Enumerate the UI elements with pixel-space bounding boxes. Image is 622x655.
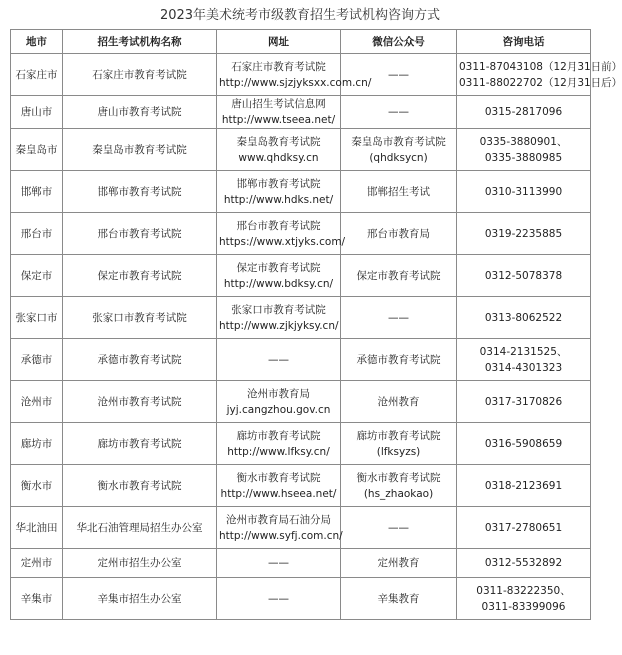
wechat-cell — [341, 54, 457, 96]
phone-cell — [457, 255, 591, 297]
phone-cell-line: 0317-3170826 — [484, 395, 563, 408]
website-cell-line: http://www.bdksy.cn/ — [223, 277, 334, 290]
header-org: 招生考试机构名称 — [63, 30, 217, 54]
org-cell: 辛集市招生办公室 — [63, 578, 217, 620]
phone-cell — [457, 465, 591, 507]
website-cell-line: 张家口市教育考试院 — [231, 303, 326, 316]
wechat-cell-line: 秦皇岛市教育考试院 — [351, 135, 446, 148]
phone-cell — [457, 549, 591, 578]
table-row — [11, 213, 591, 255]
wechat-cell — [341, 381, 457, 423]
phone-cell — [457, 213, 591, 255]
phone-cell — [457, 507, 591, 549]
header-phone: 咨询电话 — [457, 30, 591, 54]
wechat-cell — [341, 129, 457, 171]
wechat-cell — [341, 171, 457, 213]
website-cell — [217, 255, 341, 297]
wechat-cell — [341, 213, 457, 255]
website-cell-line: http://www.hseea.net/ — [220, 487, 337, 500]
website-cell-line: 秦皇岛教育考试院 — [236, 135, 321, 148]
table-row — [11, 465, 591, 507]
website-cell — [217, 96, 341, 129]
table-row — [11, 297, 591, 339]
wechat-cell — [341, 339, 457, 381]
phone-cell-line: 0335-3880901、 — [479, 135, 568, 148]
org-cell: 邯郸市教育考试院 — [63, 171, 217, 213]
table-row — [11, 96, 591, 129]
website-cell-line: jyj.cangzhou.gov.cn — [226, 403, 331, 416]
org-cell: 邢台市教育考试院 — [63, 213, 217, 255]
table-row — [11, 129, 591, 171]
wechat-cell-line: 邢台市教育局 — [367, 227, 430, 240]
phone-cell — [457, 381, 591, 423]
website-cell-line: —— — [268, 353, 289, 366]
phone-cell-line: 0315-2817096 — [484, 106, 563, 118]
phone-cell-line: 0314-2131525、 — [479, 345, 568, 358]
phone-cell — [457, 171, 591, 213]
city-cell: 邯郸市 — [11, 171, 63, 213]
website-cell-line: 保定市教育考试院 — [236, 261, 321, 274]
website-cell-line: http://www.hdks.net/ — [223, 193, 334, 206]
website-cell-line: http://www.syfj.com.cn/ — [219, 529, 343, 542]
phone-cell — [457, 578, 591, 620]
phone-cell — [457, 129, 591, 171]
website-cell-line: 邢台市教育考试院 — [236, 219, 321, 232]
wechat-cell-line: 定州教育 — [377, 557, 420, 569]
table-row — [11, 171, 591, 213]
table-row — [11, 54, 591, 96]
wechat-cell-line: 辛集教育 — [377, 592, 420, 605]
website-cell — [217, 578, 341, 620]
website-cell — [217, 465, 341, 507]
org-cell: 石家庄市教育考试院 — [63, 54, 217, 96]
wechat-cell-line: —— — [388, 311, 409, 324]
wechat-cell — [341, 507, 457, 549]
website-cell — [217, 423, 341, 465]
city-cell: 定州市 — [11, 549, 63, 578]
website-cell — [217, 171, 341, 213]
wechat-cell-line: —— — [388, 68, 409, 81]
page-title: 2023年美术统考市级教育招生考试机构咨询方式 — [159, 8, 441, 23]
city-cell: 秦皇岛市 — [11, 129, 63, 171]
table-row — [11, 507, 591, 549]
wechat-cell-line: 承德市教育考试院 — [356, 353, 441, 366]
website-cell — [217, 507, 341, 549]
website-cell-line: 沧州市教育局石油分局 — [226, 513, 331, 526]
wechat-cell-line: (hs_zhaokao) — [363, 487, 434, 500]
website-cell — [217, 54, 372, 96]
wechat-cell — [341, 465, 457, 507]
city-cell: 衡水市 — [11, 465, 63, 507]
org-cell: 张家口市教育考试院 — [63, 297, 217, 339]
org-cell: 衡水市教育考试院 — [63, 465, 217, 507]
website-cell-line: 石家庄市教育考试院 — [231, 60, 326, 73]
website-cell-line: 沧州市教育局 — [247, 387, 310, 400]
city-cell: 承德市 — [11, 339, 63, 381]
table-row — [11, 423, 591, 465]
header-website: 网址 — [217, 30, 341, 54]
city-cell: 辛集市 — [11, 578, 63, 620]
city-cell: 邢台市 — [11, 213, 63, 255]
phone-cell-line: 0310-3113990 — [484, 185, 563, 198]
website-cell-line: —— — [268, 592, 289, 605]
table-row — [11, 339, 591, 381]
website-cell-line: —— — [268, 557, 289, 569]
org-cell: 承德市教育考试院 — [63, 339, 217, 381]
city-cell: 沧州市 — [11, 381, 63, 423]
phone-cell-line: 0311-87043108（12月31日前） — [459, 60, 622, 73]
org-cell: 保定市教育考试院 — [63, 255, 217, 297]
website-cell — [217, 381, 341, 423]
city-cell: 唐山市 — [11, 96, 63, 129]
wechat-cell-line: (qhdksycn) — [369, 151, 428, 164]
org-cell: 华北石油管理局招生办公室 — [63, 507, 217, 549]
website-cell — [217, 549, 341, 578]
wechat-cell-line: —— — [388, 521, 409, 534]
phone-cell — [457, 54, 622, 96]
header-wechat: 微信公众号 — [341, 30, 457, 54]
phone-cell-line: 0311-83399096 — [481, 600, 566, 613]
table-header-row — [11, 30, 591, 54]
wechat-cell — [341, 423, 457, 465]
wechat-cell-line: 衡水市教育考试院 — [356, 471, 441, 484]
city-cell: 张家口市 — [11, 297, 63, 339]
phone-cell-line: 0316-5908659 — [484, 437, 563, 450]
phone-cell-line: 0314-4301323 — [484, 361, 563, 374]
org-cell: 廊坊市教育考试院 — [63, 423, 217, 465]
website-cell-line: www.qhdksy.cn — [238, 151, 319, 164]
table-row — [11, 255, 591, 297]
org-cell: 秦皇岛市教育考试院 — [63, 129, 217, 171]
website-cell-line: 邯郸市教育考试院 — [236, 177, 321, 190]
website-cell-line: http://www.tseea.net/ — [221, 114, 336, 126]
phone-cell — [457, 297, 591, 339]
wechat-cell-line: 保定市教育考试院 — [356, 269, 441, 282]
website-cell-line: http://www.zjkjyksy.cn/ — [219, 319, 339, 332]
wechat-cell — [341, 96, 457, 129]
org-cell: 沧州市教育考试院 — [63, 381, 217, 423]
phone-cell-line: 0313-8062522 — [484, 311, 563, 324]
wechat-cell — [341, 255, 457, 297]
website-cell-line: 廊坊市教育考试院 — [236, 429, 321, 442]
phone-cell-line: 0312-5078378 — [484, 269, 563, 282]
city-cell: 华北油田 — [11, 507, 63, 549]
phone-cell-line: 0319-2235885 — [484, 227, 563, 240]
wechat-cell — [341, 549, 457, 578]
contact-table — [10, 29, 622, 620]
website-cell-line: http://www.sjzjyksxx.com.cn/ — [219, 76, 372, 89]
city-cell: 石家庄市 — [11, 54, 63, 96]
website-cell — [217, 213, 346, 255]
website-cell — [217, 339, 341, 381]
phone-cell-line: 0317-2780651 — [484, 521, 563, 534]
website-cell-line: 唐山招生考试信息网 — [231, 98, 326, 110]
website-cell — [217, 297, 341, 339]
phone-cell — [457, 96, 591, 129]
phone-cell — [457, 339, 591, 381]
table-row — [11, 578, 591, 620]
table-row — [11, 549, 591, 578]
table-row — [11, 381, 591, 423]
wechat-cell-line: —— — [388, 106, 409, 118]
phone-cell-line: 0318-2123691 — [484, 479, 563, 492]
website-cell-line: https://www.xtjyks.com/ — [219, 235, 346, 248]
header-city: 地市 — [11, 30, 63, 54]
org-cell: 唐山市教育考试院 — [63, 96, 217, 129]
phone-cell-line: 0335-3880985 — [484, 151, 563, 164]
wechat-cell-line: (lfksyzs) — [376, 445, 421, 458]
org-cell: 定州市招生办公室 — [63, 549, 217, 578]
city-cell: 廊坊市 — [11, 423, 63, 465]
wechat-cell-line: 廊坊市教育考试院 — [356, 429, 441, 442]
phone-cell-line: 0311-88022702（12月31日后） — [459, 76, 622, 89]
phone-cell-line: 0312-5532892 — [484, 557, 563, 569]
wechat-cell — [341, 297, 457, 339]
wechat-cell-line: 沧州教育 — [377, 395, 420, 408]
website-cell-line: http://www.lfksy.cn/ — [227, 445, 330, 458]
phone-cell — [457, 423, 591, 465]
website-cell-line: 衡水市教育考试院 — [236, 471, 321, 484]
wechat-cell — [341, 578, 457, 620]
phone-cell-line: 0311-83222350、 — [476, 584, 571, 597]
website-cell — [217, 129, 341, 171]
wechat-cell-line: 邯郸招生考试 — [367, 185, 430, 198]
city-cell: 保定市 — [11, 255, 63, 297]
